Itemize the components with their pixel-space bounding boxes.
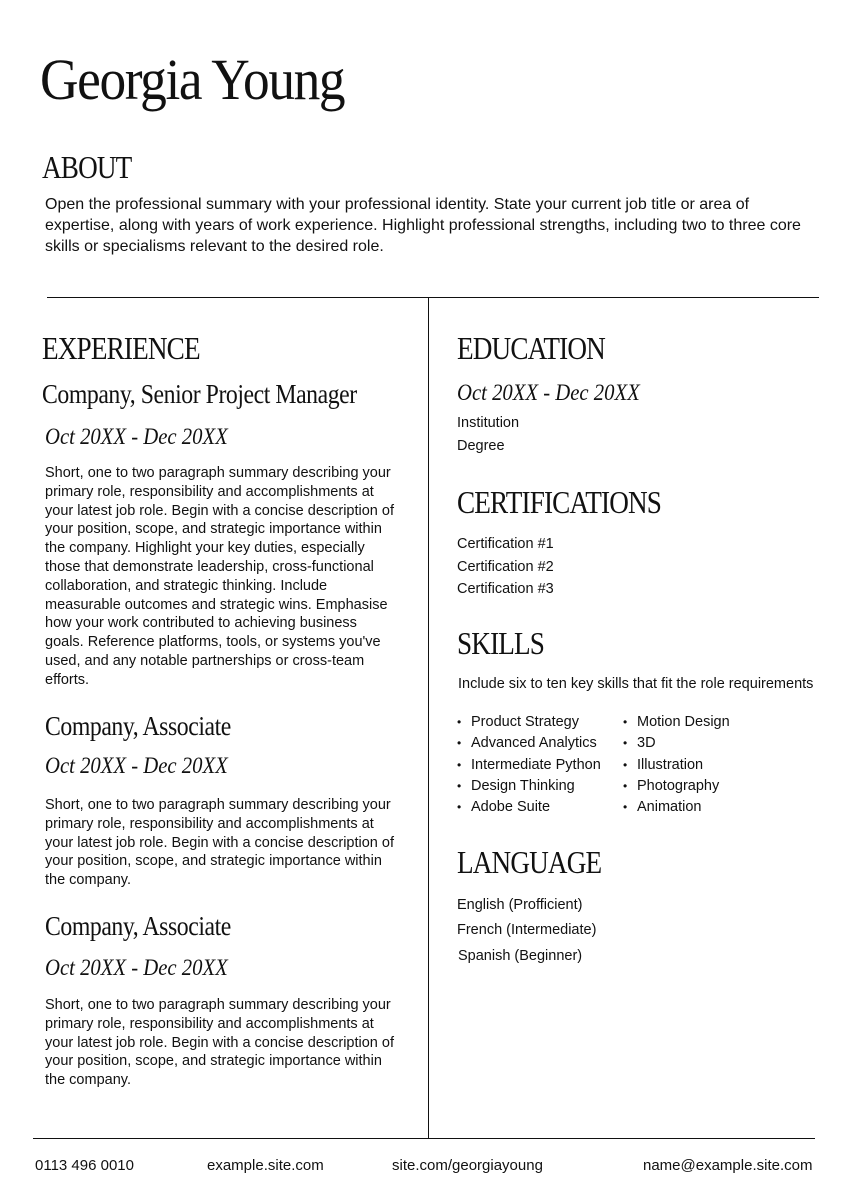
about-text: Open the professional summary with your professional identity. State your current job title or area of expertise, along with years of work experience. Highlight professional strengths, including two to three core skills or specialisms relevant to the desired role. xyxy=(45,196,801,255)
experience-heading: EXPERIENCE xyxy=(42,330,200,366)
education-institution: Institution xyxy=(457,415,520,431)
job-title: Company, Senior Project Manager xyxy=(42,379,357,409)
certifications-section xyxy=(457,485,697,520)
education-dates: Oct 20XX - Dec 20XX xyxy=(457,380,640,405)
skill-item: • Illustration xyxy=(623,756,704,773)
job-summary-wrap xyxy=(45,464,397,690)
skill-item: • Advanced Analytics xyxy=(457,735,597,752)
footer-phone: 0113 496 0010 xyxy=(35,1157,134,1174)
certifications-heading: CERTIFICATIONS xyxy=(457,484,662,520)
job-dates-wrap xyxy=(45,423,248,451)
certification-item: Certification #1 xyxy=(457,536,554,552)
job-summary-wrap xyxy=(45,796,397,890)
language-item: Spanish (Beginner) xyxy=(458,948,583,964)
language-section xyxy=(457,845,627,880)
certifications-list xyxy=(457,533,554,601)
education-degree: Degree xyxy=(457,437,505,454)
bottom-divider xyxy=(33,1138,815,1139)
skills-heading: SKILLS xyxy=(457,625,545,661)
job-summary: Short, one to two paragraph summary describing your primary role, responsibility and accomplishments at your latest job role. Begin with a concise description of your position, scope, and strategic importance within the company. xyxy=(45,997,394,1089)
job-dates-wrap xyxy=(45,954,248,982)
language-heading: LANGUAGE xyxy=(457,844,602,880)
skills-intro: Include six to ten key skills that fit the role requirements xyxy=(458,676,814,692)
job-entry xyxy=(45,910,256,942)
skill-item: • Product Strategy xyxy=(457,714,579,730)
education-details xyxy=(457,412,519,457)
job-title: Company, Associate xyxy=(45,711,231,741)
skills-intro-wrap xyxy=(458,676,813,692)
job-dates: Oct 20XX - Dec 20XX xyxy=(45,955,228,980)
education-dates-wrap xyxy=(457,379,660,407)
language-item: English (Profficient) xyxy=(457,897,583,913)
job-entry xyxy=(42,378,400,410)
skill-item: • Adobe Suite xyxy=(457,799,551,816)
skills-column-2 xyxy=(623,712,730,818)
skills-column-1 xyxy=(457,712,601,818)
language-item: French (Intermediate) xyxy=(457,922,597,938)
skill-item: • Intermediate Python xyxy=(457,756,601,773)
language-list xyxy=(457,893,596,970)
job-summary: Short, one to two paragraph summary describing your primary role, responsibility and accomplishments at your latest job role. Begin with a concise description of your position, scope, and strategic importance within the company. xyxy=(45,797,394,889)
skill-item: • Design Thinking xyxy=(457,777,575,794)
education-section xyxy=(457,331,631,366)
job-entry xyxy=(45,710,256,742)
job-dates: Oct 20XX - Dec 20XX xyxy=(45,424,228,449)
education-heading: EDUCATION xyxy=(457,330,605,366)
column-divider xyxy=(428,297,429,1139)
about-heading: ABOUT xyxy=(42,149,132,185)
skills-section xyxy=(457,626,559,661)
skill-item: • 3D xyxy=(623,735,656,752)
footer-email[interactable]: name@example.site.com xyxy=(643,1157,813,1174)
footer-website[interactable]: example.site.com xyxy=(207,1157,324,1174)
certification-item: Certification #2 xyxy=(457,558,554,575)
candidate-name: Georgia Young xyxy=(40,47,345,112)
certification-item: Certification #3 xyxy=(457,581,554,597)
skill-item: • Animation xyxy=(623,799,702,816)
job-dates: Oct 20XX - Dec 20XX xyxy=(45,753,228,778)
job-summary-wrap xyxy=(45,996,397,1090)
skill-item: • Motion Design xyxy=(623,714,730,730)
job-title: Company, Associate xyxy=(45,911,231,941)
experience-section xyxy=(42,331,412,366)
top-divider xyxy=(47,297,819,298)
job-dates-wrap xyxy=(45,752,248,780)
skill-item: • Photography xyxy=(623,777,720,794)
footer-profile-link[interactable]: site.com/georgiayoung xyxy=(392,1157,543,1174)
job-summary: Short, one to two paragraph summary describing your primary role, responsibility and accomplishments at your latest job role. Begin with a concise description of your position, scope, and strategic importance within the company. Highlight your key duties, especially those that demonstrate leadership, cross-functional collaboration, and strategic thinking. Include measurable outcomes and strategic wins. Emphasise how your work contributed to achieving business goals. Reference platforms, tools, or systems you've used, and any notable partnerships or cross-team efforts. xyxy=(45,465,394,688)
